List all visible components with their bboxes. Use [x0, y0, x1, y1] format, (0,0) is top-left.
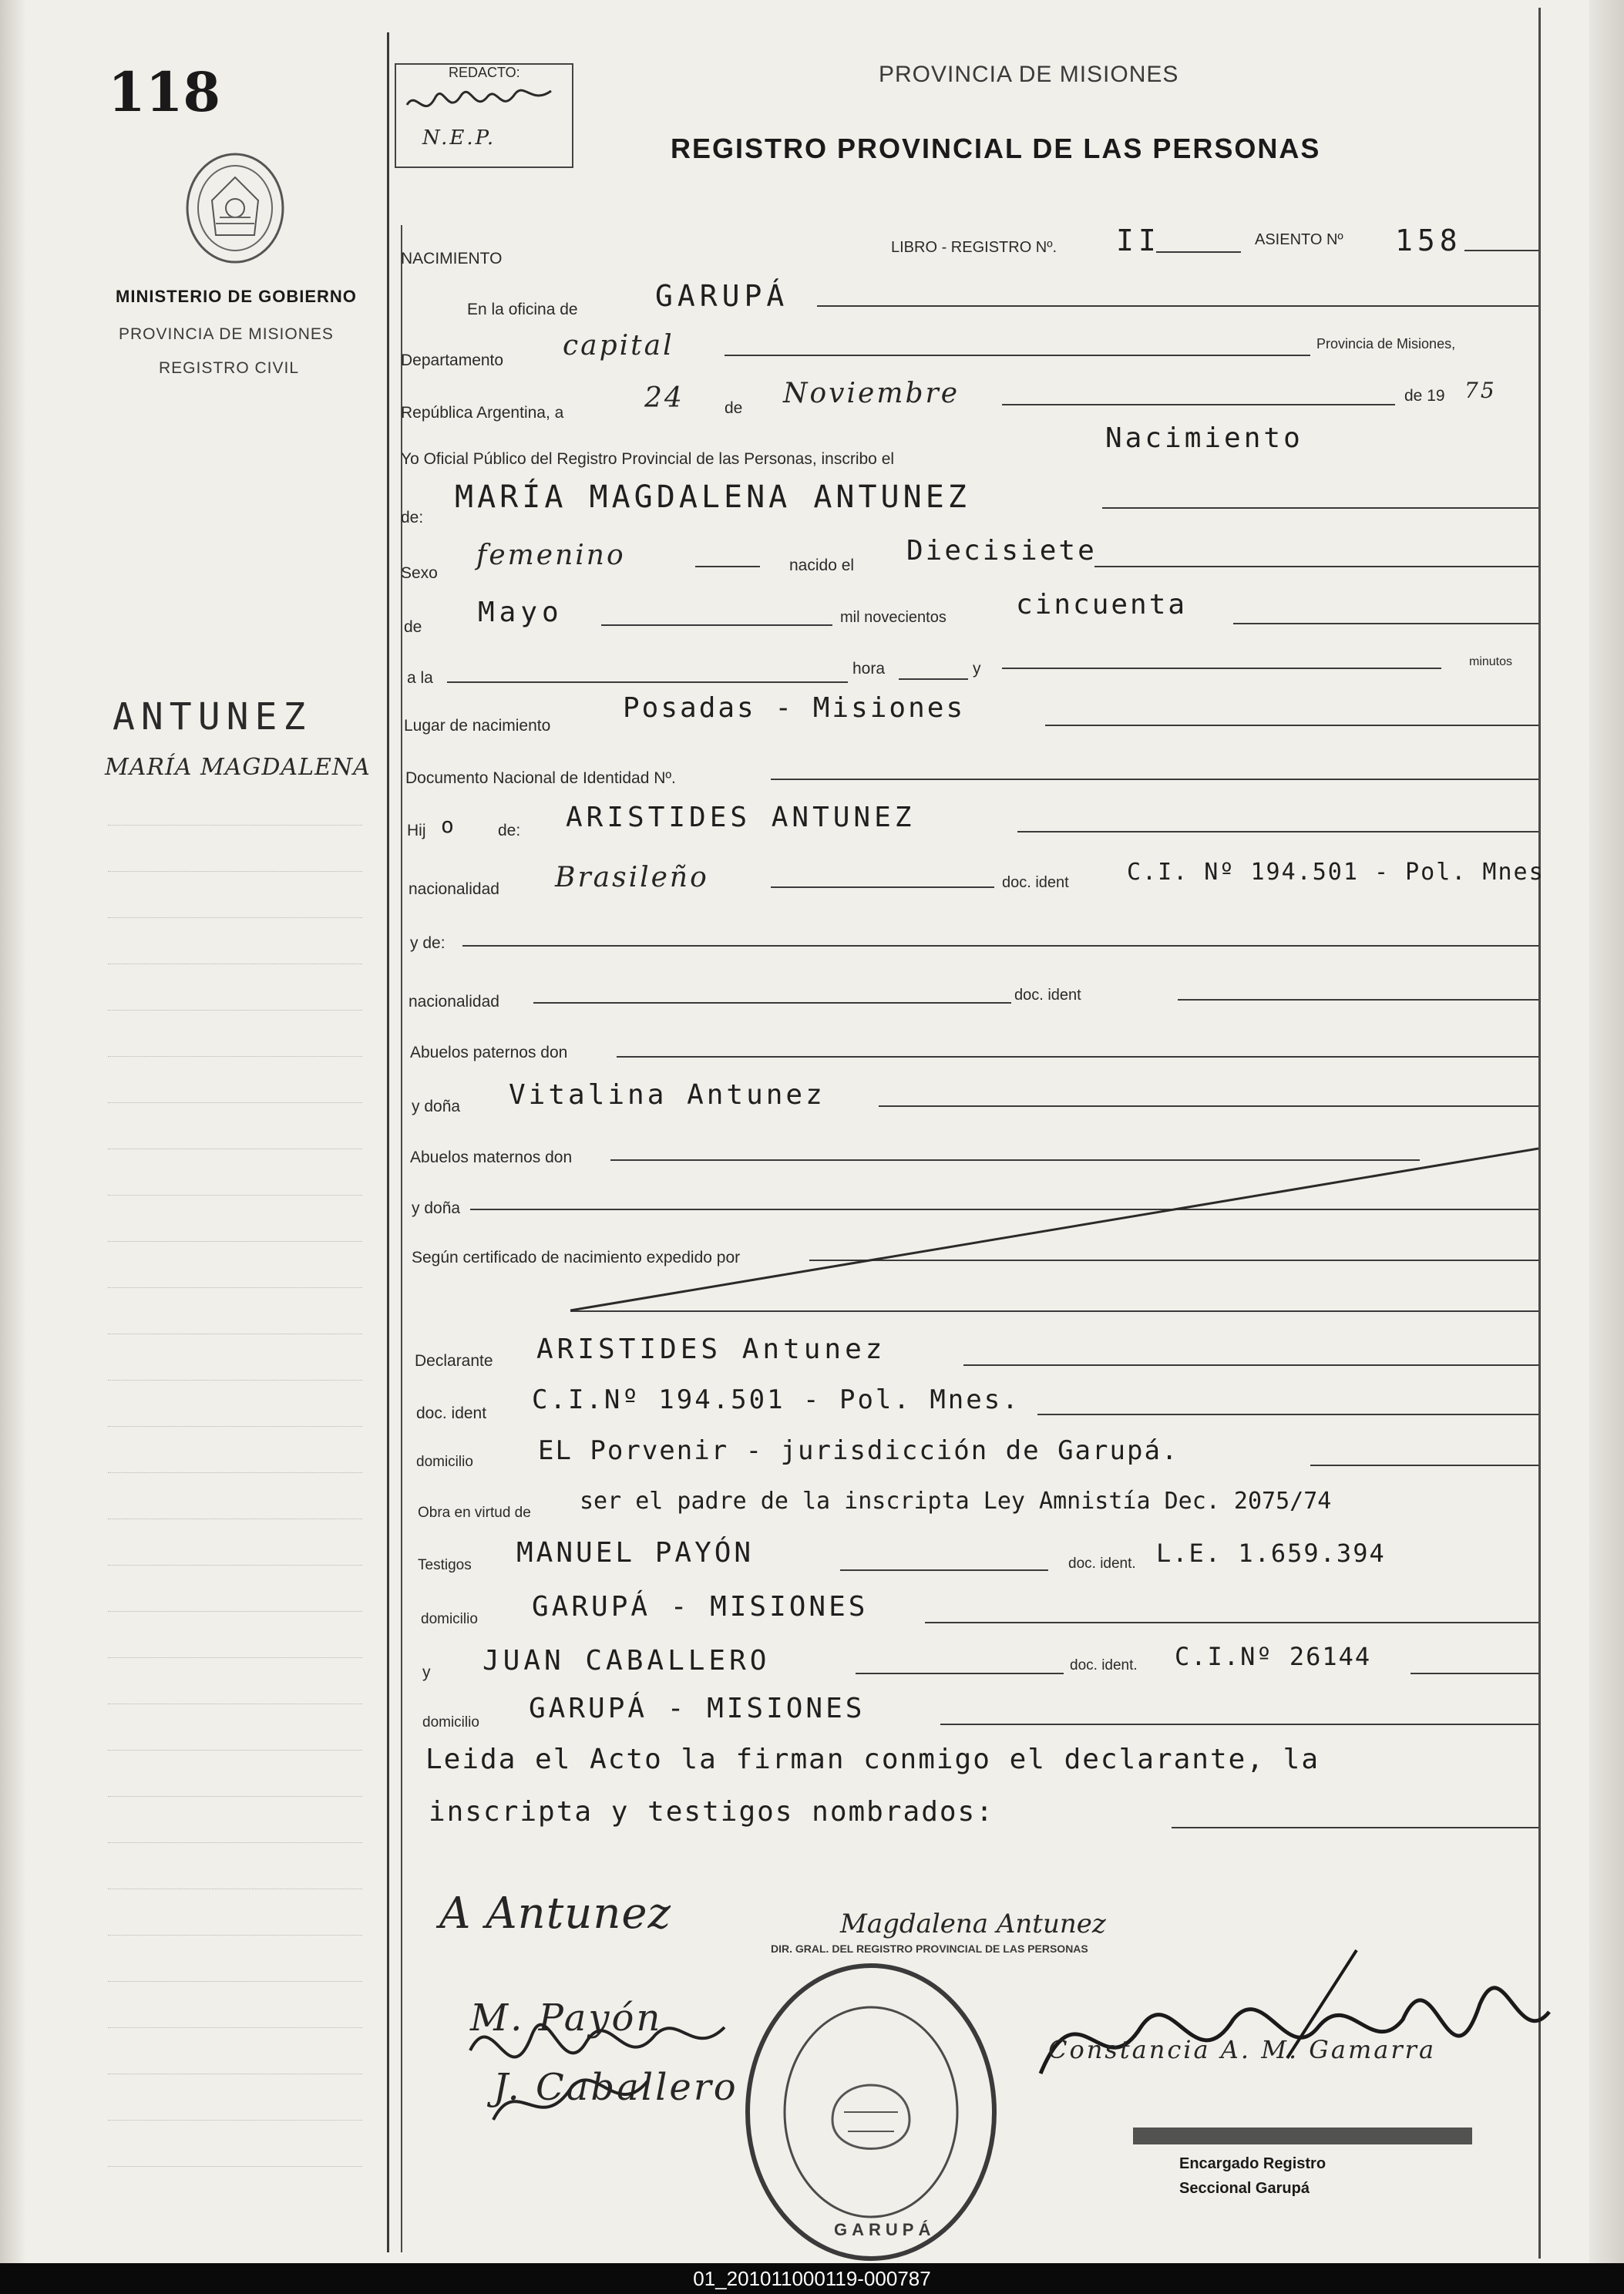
a-la-rule [447, 681, 848, 683]
domicilio-value: EL Porvenir - jurisdicción de Garupá. [538, 1435, 1179, 1466]
doc-ident-label: doc. ident [1002, 874, 1069, 891]
signature-oficial: Constancia A. M. Gamarra [1048, 2035, 1437, 2064]
redacto-signature-icon [401, 74, 563, 128]
lugar-rule [1045, 725, 1538, 726]
margin-rule [108, 917, 362, 918]
month-value: Noviembre [783, 378, 960, 409]
margin-rule [108, 2027, 362, 2028]
signature-scribble-icon [462, 1989, 740, 2143]
month-rule [1002, 404, 1395, 405]
testigo2-doc-label: doc. ident. [1070, 1657, 1138, 1673]
y-de-rule [462, 945, 1538, 947]
nacionalidad-rule [771, 886, 994, 888]
nombre-value: MARÍA MAGDALENA ANTUNEZ [455, 479, 970, 515]
mes-rule [601, 624, 832, 626]
de-nombre-label: de: [401, 509, 424, 526]
libro-rule [1156, 251, 1241, 253]
margin-rule [108, 1842, 362, 1843]
round-seal-icon [740, 1958, 1002, 2263]
lugar-label: Lugar de nacimiento [404, 717, 551, 735]
official-signature-icon [1033, 1935, 1557, 2104]
oficina-label: En la oficina de [467, 301, 578, 318]
margin-rule [108, 1195, 362, 1196]
declarante-value: ARISTIDES Antunez [536, 1334, 886, 1365]
testigo2-doc-value: C.I.Nº 26144 [1175, 1642, 1372, 1671]
round-seal-place: GARUPÁ [834, 2220, 936, 2239]
padre-rule [1017, 831, 1538, 832]
asiento-value: 158 [1395, 224, 1462, 257]
mil-label: mil novecientos [840, 609, 946, 626]
cancel-diagonal [570, 1145, 1542, 1315]
republica-label: República Argentina, a [401, 404, 564, 422]
abuela-paterna-rule [879, 1105, 1538, 1107]
doc-ident2-rule [1178, 999, 1538, 1001]
declarante-label: Declarante [415, 1352, 493, 1370]
page-number: 118 [108, 60, 221, 124]
dni-label: Documento Nacional de Identidad Nº. [405, 769, 676, 787]
margin-rule [108, 1750, 362, 1751]
minutos-label: minutos [1469, 655, 1513, 668]
margin-rule [108, 2166, 362, 2167]
margin-surname: ANTUNEZ [113, 695, 312, 738]
anio-value: cincuenta [1016, 589, 1188, 621]
margin-rule [108, 825, 362, 826]
nacido-rule [1094, 566, 1538, 567]
form-inner-border [401, 225, 402, 2252]
abuela-paterna-value: Vitalina Antunez [509, 1079, 825, 1111]
asiento-rule [1464, 250, 1538, 251]
testigo2-doc-rule [1410, 1673, 1538, 1674]
oficina-rule [817, 305, 1538, 307]
nacionalidad2-rule [533, 1002, 1011, 1004]
hora-label: hora [852, 660, 886, 678]
y-label2: y [422, 1663, 431, 1681]
leida-line1: Leida el Acto la firman conmigo el declarante, la [425, 1744, 1320, 1775]
declarante-rule [963, 1364, 1538, 1366]
signature-inscripta: Magdalena Antunez [840, 1909, 1106, 1939]
mes-value: Mayo [478, 597, 563, 628]
departamento-label: Departamento [401, 352, 504, 369]
footer-id: 01_201011000119-000787 [0, 2263, 1624, 2294]
right-binding [1589, 0, 1624, 2263]
ministry-province: PROVINCIA DE MISIONES [119, 325, 334, 343]
signature-testigo2: J. Caballero [493, 2066, 738, 2109]
testigo1-doc-label: doc. ident. [1068, 1556, 1136, 1572]
y-dona2-label: y doña [412, 1199, 461, 1217]
anio-rule [1233, 623, 1538, 624]
testigo1-dom-rule [925, 1622, 1538, 1623]
y-label: y [973, 660, 981, 678]
margin-rule [108, 1010, 362, 1011]
nacionalidad2-label: nacionalidad [409, 993, 499, 1011]
round-seal-text: DIR. GRAL. DEL REGISTRO PROVINCIAL DE LAS PERSONAS [771, 1942, 1088, 1955]
de-label: de [725, 399, 743, 417]
abuelos-paternos-label: Abuelos paternos don [410, 1044, 568, 1061]
official-stamp-line1: Encargado Registro [1179, 2155, 1326, 2172]
margin-rule [108, 1796, 362, 1797]
libro-value: II [1116, 224, 1161, 257]
domicilio-rule [1310, 1465, 1538, 1466]
padre-value: ARISTIDES ANTUNEZ [566, 802, 916, 833]
left-edge-shadow [0, 0, 26, 2263]
official-stamp-line2: Seccional Garupá [1179, 2180, 1310, 2197]
departamento-value: capital [563, 330, 674, 362]
obra-label: Obra en virtud de [418, 1505, 531, 1521]
hora-rule [899, 678, 968, 680]
margin-rule [108, 1426, 362, 1427]
y-dona-label: y doña [412, 1098, 461, 1115]
doc-ident2-label: doc. ident [1014, 987, 1081, 1004]
domicilio-label: domicilio [416, 1454, 473, 1470]
header-title: REGISTRO PROVINCIAL DE LAS PERSONAS [671, 133, 1321, 164]
binding-line [1538, 8, 1541, 2259]
leida-rule [1172, 1827, 1538, 1828]
testigo1-dom-value: GARUPÁ - MISIONES [532, 1591, 869, 1623]
year-label: de 19 [1404, 387, 1445, 405]
margin-rule [108, 1287, 362, 1288]
margin-rule [108, 1472, 362, 1473]
nacionalidad-label: nacionalidad [409, 880, 499, 898]
redacto-label: REDACTO: [449, 65, 520, 80]
margin-rule [108, 2120, 362, 2121]
libro-label: LIBRO - REGISTRO Nº. [891, 239, 1057, 256]
hijo-suffix: o [441, 812, 459, 838]
margin-rule [108, 1981, 362, 1982]
header-province: PROVINCIA DE MISIONES [879, 62, 1179, 87]
padre-doc-value: C.I. Nº 194.501 - Pol. Mnes [1127, 859, 1545, 886]
obra-value: ser el padre de la inscripta Ley Amnistía Dec. 2075/74 [580, 1488, 1332, 1515]
y-de-label: y de: [410, 934, 446, 952]
minutos-rule [1002, 668, 1441, 669]
provincia-label: Provincia de Misiones, [1316, 336, 1456, 352]
nacionalidad-value: Brasileño [555, 862, 709, 893]
testigo2-rule [856, 1673, 1064, 1674]
testigo2-dom-label: domicilio [422, 1714, 479, 1731]
margin-rule [108, 871, 362, 872]
margin-rule [108, 1935, 362, 1936]
day-value: 24 [644, 382, 684, 414]
abuelos-maternos-label: Abuelos maternos don [410, 1149, 573, 1166]
a-la-label: a la [407, 669, 433, 687]
official-stamp-bar [1133, 2128, 1472, 2144]
testigo1-dom-label: domicilio [421, 1611, 478, 1627]
margin-rule [108, 1380, 362, 1381]
abuelos-paternos-rule [617, 1056, 1538, 1058]
nombre-rule [1102, 507, 1538, 509]
year-value: 75 [1464, 378, 1497, 403]
sexo-rule [695, 566, 760, 567]
ministry-seal-icon [177, 146, 293, 270]
testigo2-dom-rule [940, 1724, 1538, 1725]
decl-doc-label: doc. ident [416, 1404, 487, 1422]
oficial-label: Yo Oficial Público del Registro Provincial de las Personas, inscribo el [401, 450, 895, 468]
redacto-initials: N.E.P. [422, 126, 496, 150]
dni-rule [771, 779, 1538, 780]
testigo1-doc-value: L.E. 1.659.394 [1156, 1539, 1386, 1568]
asiento-label: ASIENTO Nº [1255, 231, 1343, 248]
margin-rule [108, 1657, 362, 1658]
lugar-value: Posadas - Misiones [623, 692, 966, 724]
margin-rule [108, 1611, 362, 1612]
margin-rule [108, 1056, 362, 1057]
nacido-label: nacido el [789, 557, 855, 574]
margin-rule [108, 1102, 362, 1103]
testigo2-value: JUAN CABALLERO [482, 1645, 771, 1677]
ministry-name: MINISTERIO DE GOBIERNO [116, 287, 357, 306]
record-type-label: NACIMIENTO [401, 250, 503, 267]
decl-doc-value: C.I.Nº 194.501 - Pol. Mnes. [532, 1384, 1020, 1415]
testigo2-dom-value: GARUPÁ - MISIONES [529, 1693, 866, 1724]
hijo-de-label: de: [498, 822, 521, 839]
form-frame-left [387, 32, 389, 2252]
sexo-value: femenino [476, 540, 626, 571]
testigo1-rule [840, 1569, 1048, 1571]
ministry-office: REGISTRO CIVIL [159, 359, 300, 377]
margin-given-names: MARÍA MAGDALENA [105, 754, 371, 781]
testigo1-value: MANUEL PAYÓN [516, 1537, 755, 1569]
segun-label: Según certificado de nacimiento expedido por [412, 1249, 741, 1266]
acto-value: Nacimiento [1105, 422, 1303, 454]
signature-declarante: A Antunez [439, 1889, 672, 1939]
sexo-label: Sexo [401, 564, 438, 582]
de-mes-label: de [404, 618, 422, 636]
decl-doc-rule [1037, 1414, 1538, 1415]
hijo-label: Hij [407, 822, 426, 839]
testigos-label: Testigos [418, 1557, 472, 1573]
margin-rule [108, 1565, 362, 1566]
nacido-value: Diecisiete [906, 535, 1097, 567]
leida-line2: inscripta y testigos nombrados: [429, 1796, 994, 1828]
oficina-value: GARUPÁ [655, 279, 789, 313]
margin-rule [108, 1241, 362, 1242]
departamento-rule [725, 355, 1310, 356]
signature-testigo1: M. Payón [470, 1996, 663, 2040]
